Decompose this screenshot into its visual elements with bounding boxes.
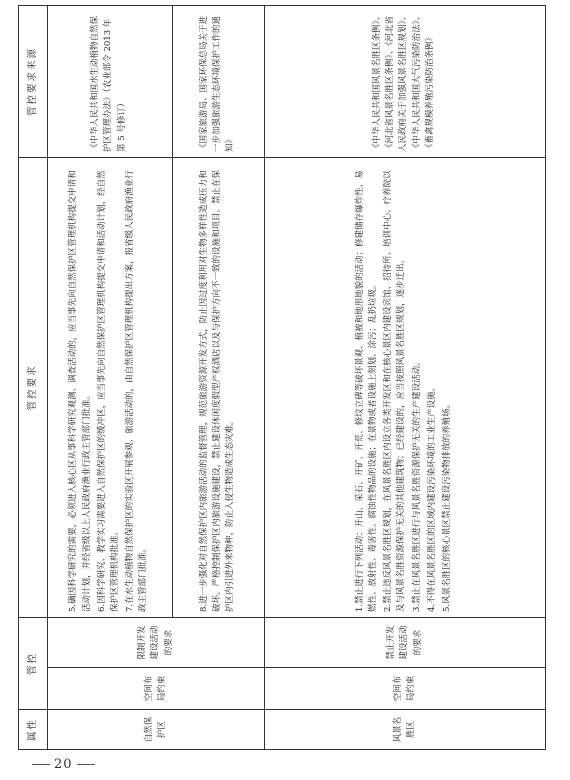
requirement-cell bbox=[48, 157, 173, 617]
source-text: 《中华人民共和国水生动植物自然保护区管理办法》（农业部令 2013 年第 5 号修订） bbox=[90, 15, 127, 152]
page-number bbox=[28, 757, 99, 772]
source-cell bbox=[173, 5, 265, 157]
requirement-item: 7.在水生动植物自然保护区的实验区开展参观、旅游活动的，由自然保护区管理机构提出方案，报省级人民政府渔业行政主管部门批准。 bbox=[125, 170, 149, 612]
requirement-item: 3.禁止在风景名胜区进行与风景名胜资源保护无关的生产建设活动。 bbox=[411, 357, 422, 612]
control-type-spatial: 空间布局约束 bbox=[265, 668, 546, 710]
page-number-text: 20 bbox=[54, 757, 73, 772]
regulation-table bbox=[18, 5, 546, 750]
requirement-item: 5.确因科学研究的需要，必须进入核心区从事科学研究观测、调查活动的，应当事先向自然保护区管理机构提交申请和活动计划，并经省级以上人民政府渔业行政主管部门批准。 bbox=[68, 170, 92, 612]
requirement-item: 6.因科学研究、教学实习需要进入自然保护区的缓冲区，应当事先向自然保护区管理机构提交申请和活动计划，经自然保护区管理机构批准。 bbox=[96, 170, 120, 612]
requirement-cell bbox=[265, 157, 546, 617]
source-text: 《国家旅游局、国家环保总局关于进一步加强旅游生态环境保护工作的通知》 bbox=[198, 15, 236, 152]
requirement-item: 1.禁止进行下列活动：开山、采石、开矿、开荒、修坟立碑等破坏景观、植被和地形地貌的活动；修建储存爆炸性、易燃性、放射性、毒害性、腐蚀性物品的设施；在景物或者设施上刻划、涂污；乱扔垃圾。 bbox=[354, 170, 379, 612]
source-text: 《中华人民共和国风景名胜区条例》、《河北省风景名胜区条例》、《河北省人民政府关于加强风景名胜区规划》、《中华人民共和国大气污染防治法》、《畜禽规模养殖污染防治条例》 bbox=[372, 11, 435, 152]
control-subtype-prohibit: 禁止开发建设活动的要求 bbox=[265, 617, 546, 667]
control-subtype-restrict: 限制开发建设活动的要求 bbox=[48, 617, 265, 667]
dash-left bbox=[32, 764, 50, 765]
dash-right bbox=[77, 764, 95, 765]
requirement-item: 5.风景名胜区的核心景区禁止建设污染物排放的养殖场。 bbox=[441, 399, 452, 612]
source-cell bbox=[48, 5, 173, 157]
requirement-item: 2.禁止违反风景名胜区规划，在风景名胜区内设立各类开发区和在核心景区内建设宾馆、招待所、培训中心、疗养院以及与风景名胜资源保护无关的其他建筑物；已经建设的，应当按照风景名胜区规划，逐步迁出。 bbox=[383, 170, 407, 612]
table-row bbox=[48, 5, 173, 749]
header-source: 管控要求来源 bbox=[19, 5, 48, 157]
attribute-nature-reserve: 自然保护区 bbox=[48, 710, 265, 750]
header-requirement: 管控要求 bbox=[19, 157, 48, 617]
requirement-item: 8.进一步强化对自然保护区内旅游活动的监督管理，规范旅游资源开发方式，防止因过度利用对生物多样性造成压力和破坏。严格控制保护区内旅游设施建设，禁止建设休闲度假型产权酒店以及与保护方向不一致的设施和项目。禁止在保护区内引进外来物种，防止入侵生物造成生态灾难。 bbox=[198, 169, 236, 612]
requirement-item: 4.不得在风景名胜区的区域内建设污染环境的工业生产设施。 bbox=[426, 382, 437, 612]
attribute-scenic-area: 风景名胜区 bbox=[265, 710, 546, 750]
header-control: 管控 bbox=[19, 617, 48, 709]
header-attribute: 属性 bbox=[19, 710, 48, 750]
table-row bbox=[265, 5, 546, 749]
requirement-cell bbox=[173, 157, 265, 617]
control-type-spatial: 空间布局约束 bbox=[48, 668, 265, 710]
rotated-regulation-table bbox=[18, 6, 546, 750]
source-cell bbox=[265, 5, 546, 157]
table-header-row bbox=[19, 5, 48, 749]
